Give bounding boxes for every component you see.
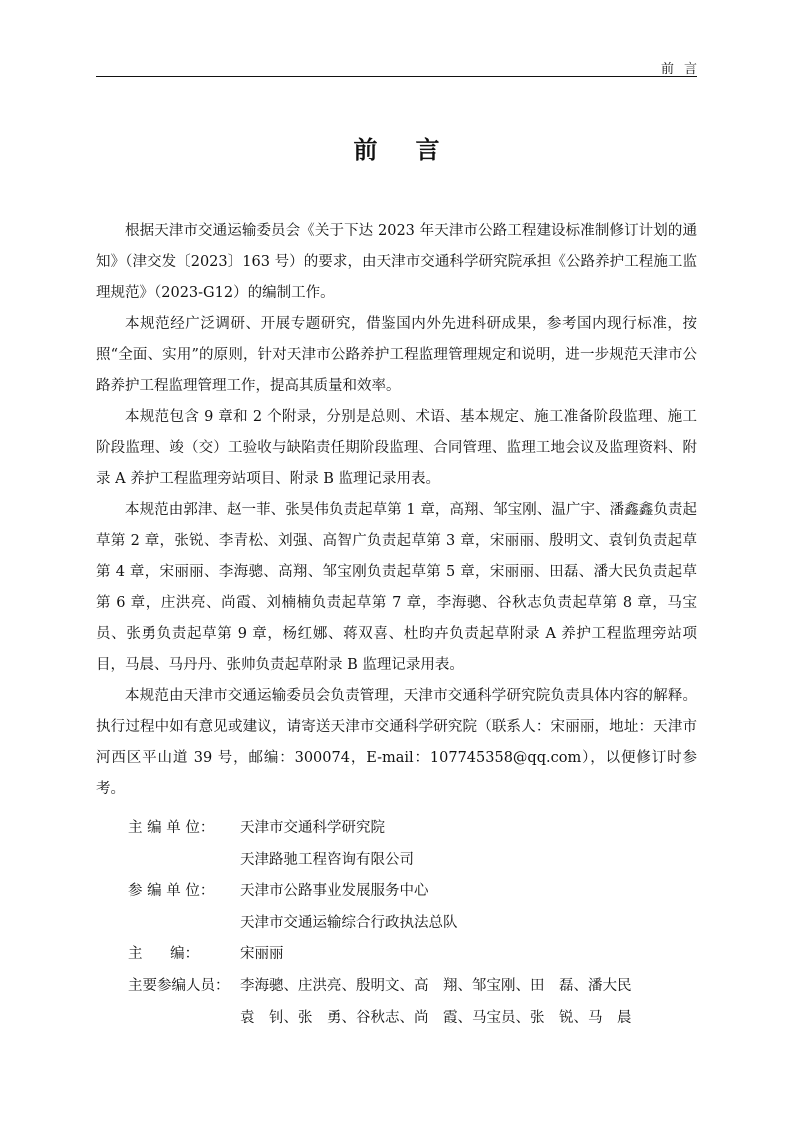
credit-row-participating-units — [128, 876, 688, 939]
paragraph-approach: 本规范经广泛调研、开展专题研究，借鉴国内外先进科研成果，参考国内现行标准，按照“全面、实用”的原则，针对天津市公路养护工程监理管理规定和说明，进一步规范天津市公路养护工程监理管理工作，提高其质量和效率。 — [96, 316, 697, 394]
credit-row-chief-units — [128, 813, 688, 876]
credit-label: 参 编 单 位： — [128, 883, 215, 900]
credit-value: 宋丽丽 — [240, 946, 284, 963]
credit-label: 主 编 单 位： — [128, 820, 215, 836]
paragraph-contact: 本规范由天津市交通运输委员会负责管理，天津市交通科学研究院负责具体内容的解释。执行过程中如有意见或建议，请寄送天津市交通科学研究院（联系人：宋丽丽，地址：天津市河西区平山道 39 号，邮编：300074，E-mail：107745358@qq.com），以便修订时参考。 — [96, 688, 697, 797]
credit-row-chief-editor — [128, 939, 688, 971]
credit-value: 李海骢、庄洪亮、殷明文、高 翔、邹宝刚、田 磊、潘大民 — [240, 977, 632, 994]
credit-values — [240, 939, 688, 971]
credit-values — [240, 971, 688, 1034]
page-title: 前言 — [353, 135, 478, 164]
credit-values — [240, 813, 688, 876]
credit-value: 天津市公路事业发展服务中心 — [240, 883, 429, 900]
credit-value: 天津市交通运输综合行政执法总队 — [240, 914, 458, 931]
credits-block — [128, 813, 688, 1034]
credit-value: 袁 钊、张 勇、谷秋志、尚 霞、马宝员、张 锐、马 晨 — [240, 1009, 632, 1026]
running-header: 前言 — [660, 62, 707, 77]
credit-label: 主要参编人员： — [128, 977, 230, 994]
header-divider — [96, 76, 697, 77]
credit-label: 主 编： — [128, 946, 200, 963]
paragraph-contents: 本规范包含 9 章和 2 个附录，分别是总则、术语、基本规定、施工准备阶段监理、施工阶段监理、竣（交）工验收与缺陷责任期阶段监理、合同管理、监理工地会议及监理资料、附录 A 养护工程监理旁站项目、附录 B 监理记录用表。 — [96, 409, 697, 487]
paragraph-background: 根据天津市交通运输委员会《关于下达 2023 年天津市公路工程建设标准制修订计划的通知》（津交发〔2023〕163 号）的要求，由天津市交通科学研究院承担《公路养护工程施工监理规范》（2023-G12）的编制工作。 — [96, 223, 697, 301]
credit-value: 天津路驰工程咨询有限公司 — [240, 851, 414, 868]
preface-body — [96, 216, 697, 805]
credit-row-main-contributors — [128, 971, 688, 1034]
credit-values — [240, 876, 688, 939]
paragraph-drafters: 本规范由郭津、赵一菲、张昊伟负责起草第 1 章，高翔、邹宝刚、温广宇、潘鑫鑫负责起草第 2 章，张锐、李青松、刘强、高智广负责起草第 3 章，宋丽丽、殷明文、袁钊负责起草第 4 章，宋丽丽、李海骢、高翔、邹宝刚负责起草第 5 章，宋丽丽、田磊、潘大民负责起草第 6 章，庄洪亮、尚霞、刘楠楠负责起草第 7 章，李海骢、谷秋志负责起草第 8 章，马宝员、张勇负责起草第 9 章，杨红娜、蒋双喜、杜昀卉负责起草附录 A 养护工程监理旁站项目，马晨、马丹丹、张帅负责起草附录 B 监理记录用表。 — [96, 502, 697, 673]
credit-value: 天津市交通科学研究院 — [240, 820, 385, 836]
